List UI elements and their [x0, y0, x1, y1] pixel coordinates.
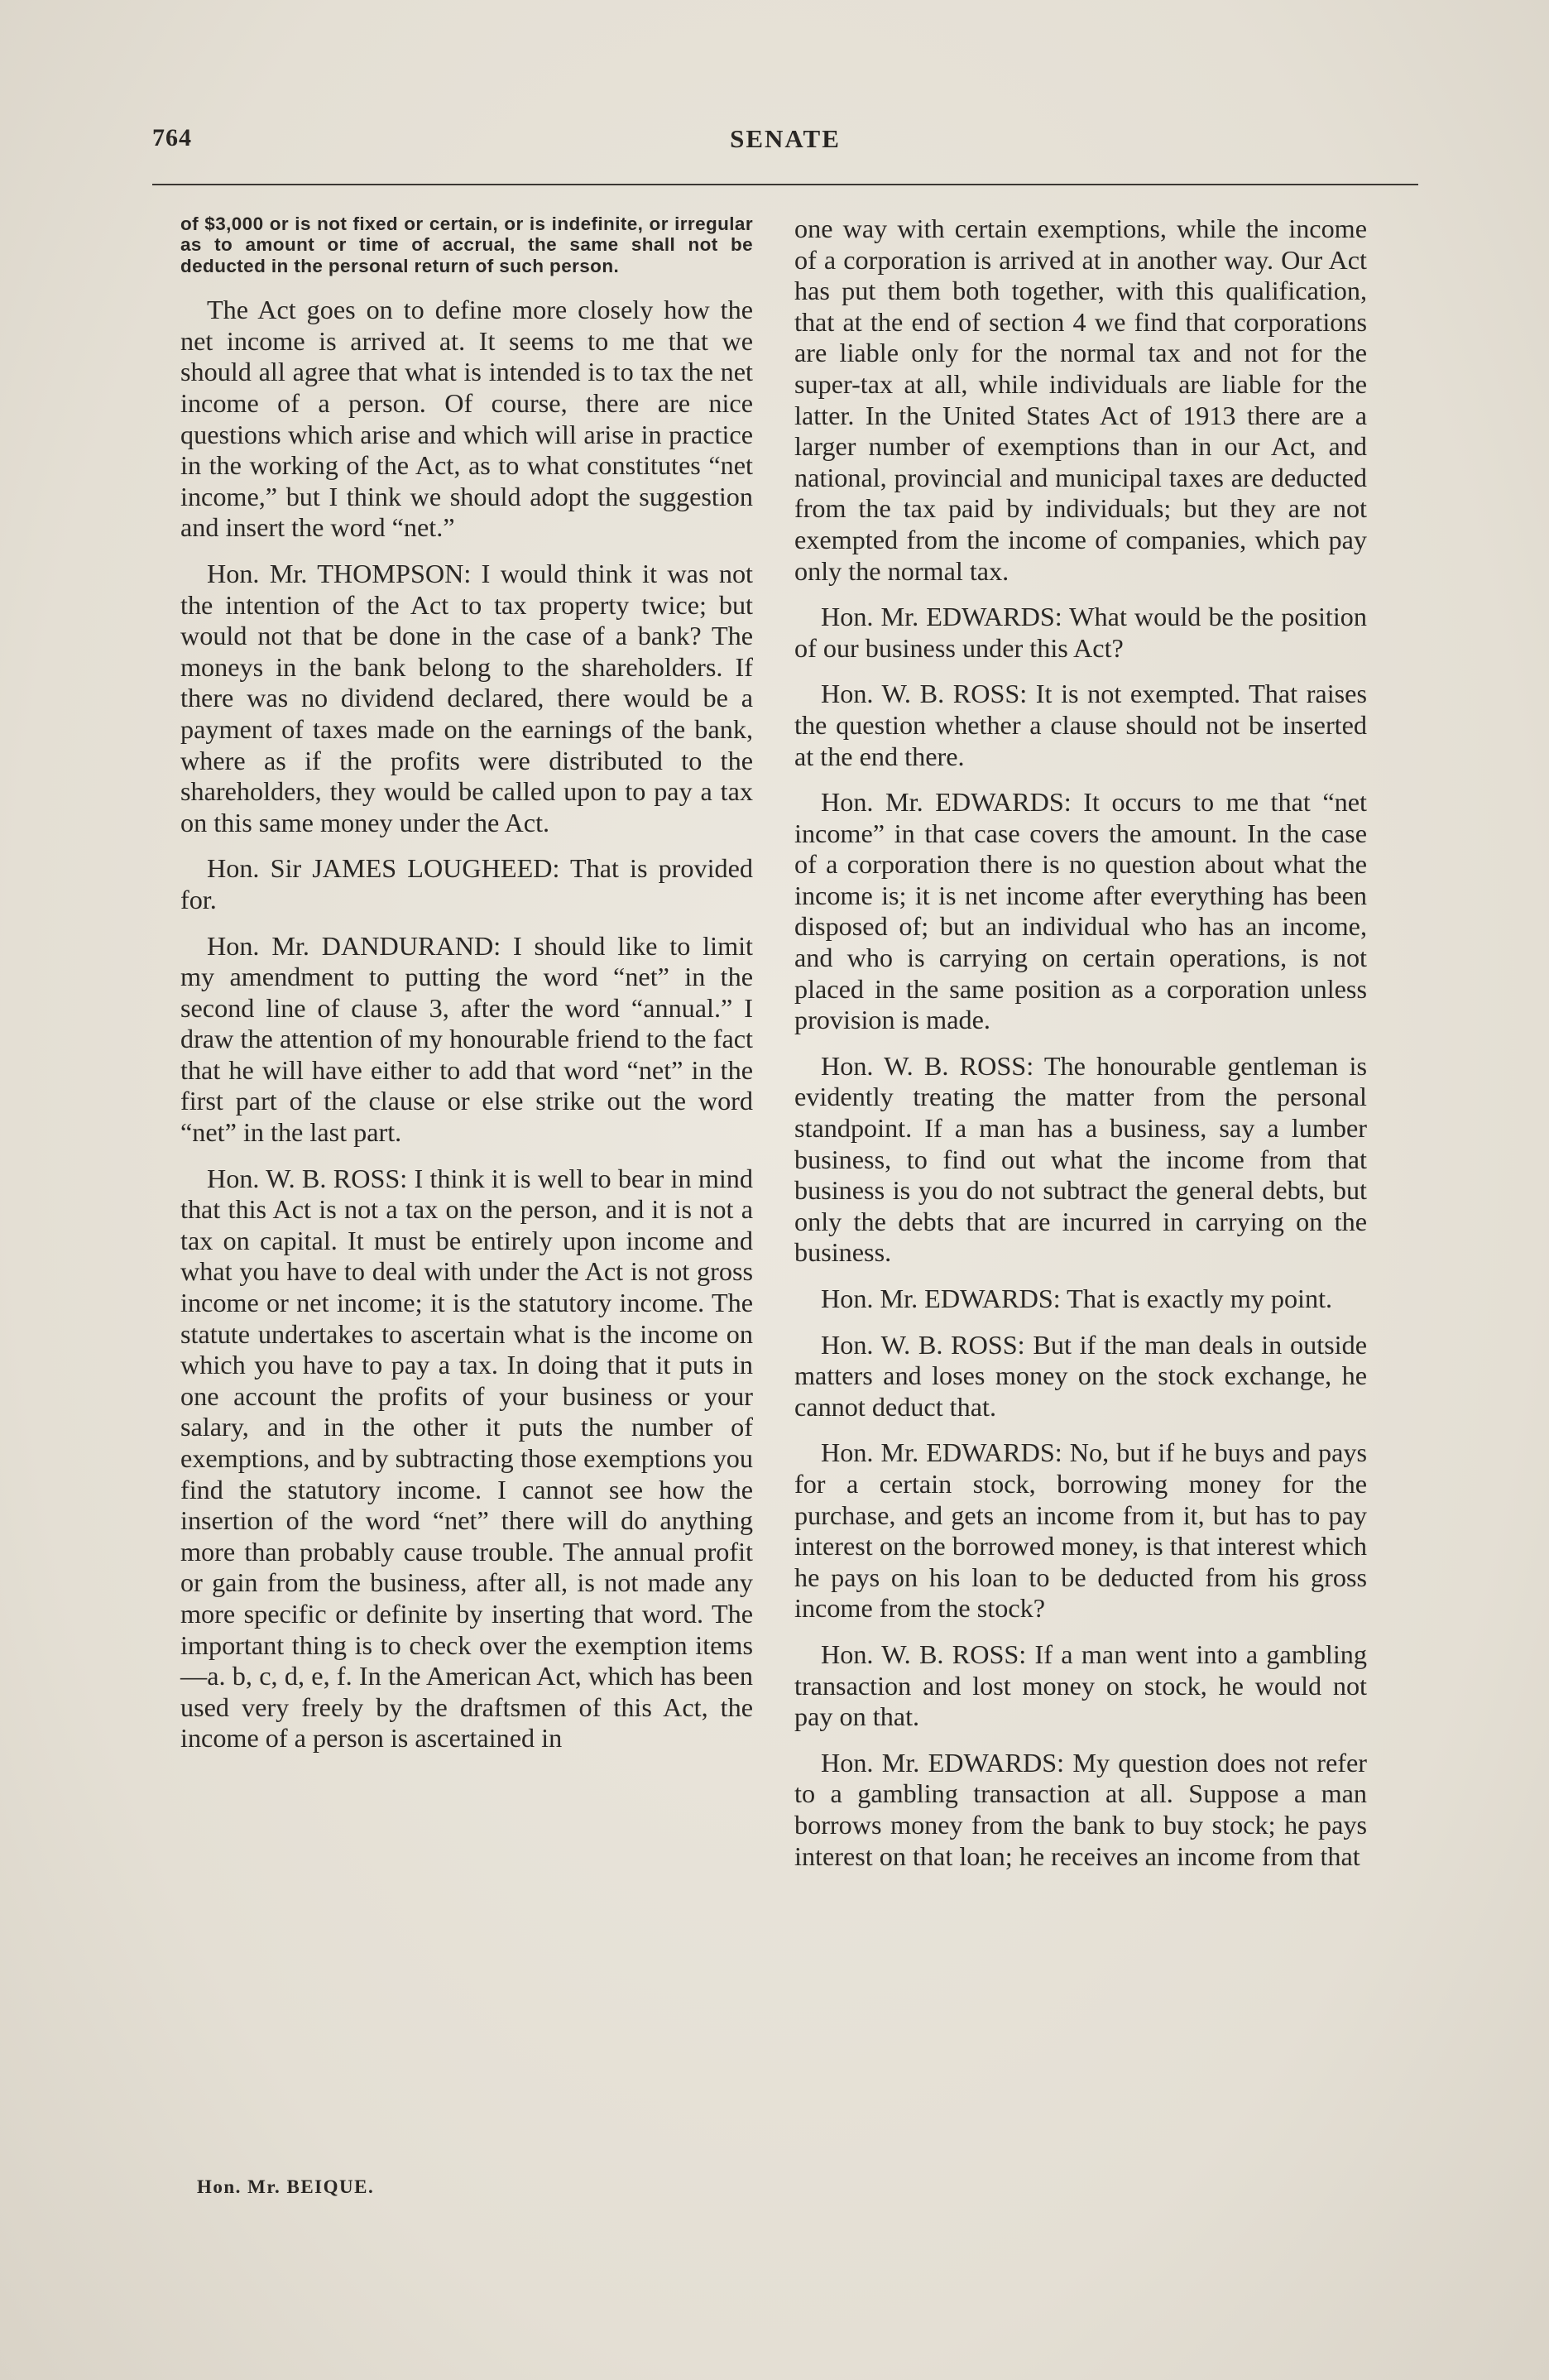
paragraph: Hon. Mr. THOMPSON: I would think it was not the intention of the Act to tax property twice; but would not that be done in the case of a bank? The moneys in the bank belong to the shareholders. If there was no dividend declared, there would be a payment of taxes made on the earnings of the bank, where as if the profits were distributed to the shareholders, they would be called upon to pay a tax on this same money under the Act.	[180, 558, 753, 837]
paragraph: Hon. Sir JAMES LOUGHEED: That is provided for.	[180, 853, 753, 914]
paragraph: Hon. W. B. ROSS: I think it is well to bear in mind that this Act is not a tax on the person, and it is not a tax on capital. It must be entirely upon income and what you have to deal with under the Act is not gross income or net income; it is the statutory income. The statute undertakes to ascertain what is the income on which you have to pay a tax. In doing that it puts in one account the profits of your business or your salary, and in the other it puts the number of exemptions, and by subtracting those exemptions you find the statutory income. I cannot see how the insertion of the word “net” there will do anything more than probably cause trouble. The annual profit or gain from the business, after all, is not made any more specific or definite by inserting that word. The important thing is to check over the exemption items—a. b, c, d, e, f. In the American Act, which has been used very freely by the draftsmen of this Act, the income of a person is ascertained in	[180, 1163, 753, 1754]
paragraph: Hon. Mr. EDWARDS: That is exactly my point.	[821, 1284, 1333, 1313]
paragraph: Hon. W. B. ROSS: The honourable gentleman is evidently treating the matter from the personal standpoint. If a man has a business, say a lumber business, to find out what the income from that business is you do not subtract the general debts, but only the debts that are incurred in carrying on the business.	[794, 1050, 1367, 1268]
paragraph: Hon. Mr. EDWARDS: It occurs to me that “net income” in that case covers the amount. In the case of a corporation there is no question about what the income is; it is net income after everything has been disposed of; but an individual who has an income, and who is carrying on certain operations, is not placed in the same position as a corporation unless provision is made.	[794, 787, 1367, 1035]
header-rule	[152, 184, 1418, 185]
paragraph: Hon. Mr. DANDURAND: I should like to limit my amendment to putting the word “net” in the second line of clause 3, after the word “annual.” I draw the attention of my honourable friend to the fact that he will have either to add that word “net” in the first part of the clause or else strike out the word “net” in the last part.	[180, 930, 753, 1148]
paragraph: Hon. W. B. ROSS: But if the man deals in outside matters and loses money on the stock exchange, he cannot deduct that.	[794, 1329, 1367, 1422]
page-header	[152, 124, 1418, 166]
paragraph: one way with certain exemptions, while the income of a corporation is arrived at in another way. Our Act has put them both together, with this qualification, that at the end of section 4 we find that corporations are liable only for the normal tax and not for the super-tax at all, while individuals are liable for the latter. In the United States Act of 1913 there are a larger number of exemptions than in our Act, and national, provincial and municipal taxes are deducted from the tax paid by individuals; but they are not exempted from the income of companies, which pay only the normal tax.	[794, 214, 1367, 586]
paragraph: Hon. W. B. ROSS: If a man went into a gambling transaction and lost money on stock, he would not pay on that.	[794, 1639, 1367, 1732]
left-column	[180, 214, 753, 1769]
running-head: SENATE	[730, 124, 841, 153]
paragraph: Hon. Mr. EDWARDS: What would be the position of our business under this Act?	[794, 602, 1367, 663]
quoted-clause: of $3,000 or is not fixed or certain, or is indefinite, or irregular as to amount or time of accrual, the same shall not be deducted in the personal return of such person.	[180, 214, 753, 276]
paragraph: Hon. Mr. EDWARDS: No, but if he buys and pays for a certain stock, borrowing money for the purchase, and gets an income from it, but has to pay interest on the borrowed money, is that interest which he pays on his loan to be deducted from his gross income from the stock?	[794, 1437, 1367, 1624]
footer-speaker-note: Hon. Mr. BEIQUE.	[197, 2176, 375, 2197]
paragraph: Hon. Mr. EDWARDS: My question does not refer to a gambling transaction at all. Suppose a man borrows money from the bank to buy stock; he pays interest on that loan; he receives an income from that	[794, 1747, 1367, 1871]
page-number: 764	[152, 124, 192, 151]
right-column	[794, 214, 1367, 1887]
paragraph: The Act goes on to define more closely how the net income is arrived at. It seems to me that we should all agree that what is intended is to tax the net income of a person. Of course, there are nice questions which arise and which will arise in practice in the working of the Act, as to what constitutes “net income,” but I think we should adopt the suggestion and insert the word “net.”	[180, 295, 753, 543]
paragraph: Hon. W. B. ROSS: It is not exempted. That raises the question whether a clause should not be inserted at the end there.	[794, 679, 1367, 771]
